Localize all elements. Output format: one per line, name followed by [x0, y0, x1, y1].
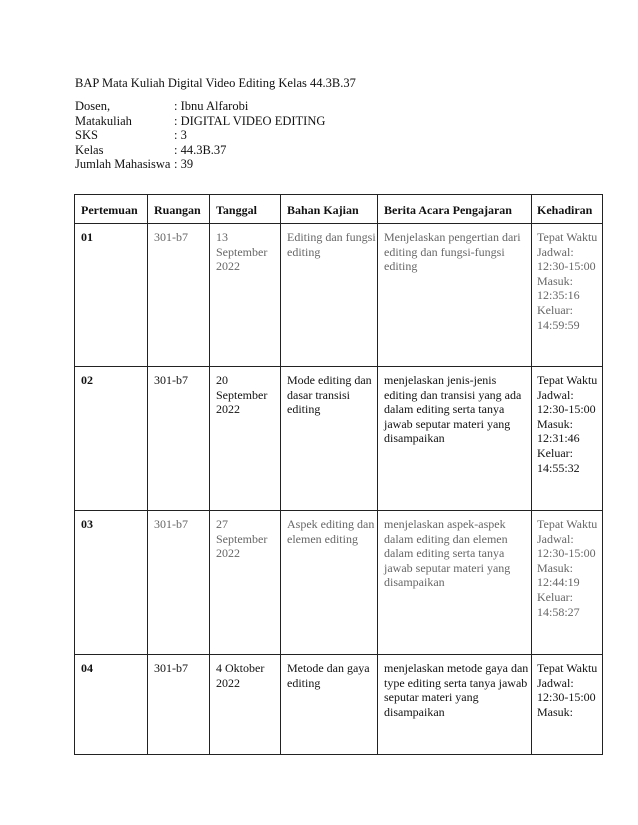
table-row: [75, 655, 603, 755]
cell-berita-acara: menjelaskan metode gaya dan type editing serta tanya jawab seputar materi yang disampaikan: [378, 655, 532, 755]
info-row-jumlah: [75, 157, 325, 172]
cell-berita-acara: Menjelaskan pengertian dari editing dan fungsi-fungsi editing: [378, 224, 532, 367]
cell-bahan-kajian: Editing dan fungsi editing: [281, 224, 378, 367]
cell-kehadiran: Tepat Waktu Jadwal: 12:30-15:00 Masuk: 12:31:46 Keluar: 14:55:32: [532, 367, 603, 511]
cell-bahan-kajian: Metode dan gaya editing: [281, 655, 378, 755]
header-berita-acara: Berita Acara Pengajaran: [378, 195, 532, 224]
info-row-dosen: [75, 99, 325, 114]
course-info: [75, 99, 325, 172]
header-bahan-kajian: Bahan Kajian: [281, 195, 378, 224]
cell-kehadiran: Tepat Waktu Jadwal: 12:30-15:00 Masuk: 12:35:16 Keluar: 14:59:59: [532, 224, 603, 367]
info-value: : 39: [174, 157, 194, 172]
pertemuan-number: 03: [81, 517, 93, 531]
info-row-kelas: [75, 143, 325, 158]
cell-pertemuan: 02: [75, 367, 148, 511]
cell-berita-acara: menjelaskan aspek-aspek dalam editing dan elemen dalam editing serta tanya jawab seputar materi yang disampaikan: [378, 511, 532, 655]
info-key: Matakuliah: [75, 113, 132, 128]
cell-pertemuan: [75, 511, 148, 655]
info-value: : 3: [174, 128, 187, 143]
cell-tanggal: 27 September 2022: [210, 511, 281, 655]
table-header-row: [75, 195, 603, 224]
cell-tanggal: 13 September 2022: [210, 224, 281, 367]
cell-berita-acara: menjelaskan jenis-jenis editing dan transisi yang ada dalam editing serta tanya jawab seputar materi yang disampaikan: [378, 367, 532, 511]
table-row: [75, 367, 603, 511]
cell-pertemuan: 04: [75, 655, 148, 755]
cell-pertemuan: [75, 224, 148, 367]
cell-ruangan: 301-b7: [148, 224, 210, 367]
cell-kehadiran: Tepat Waktu Jadwal: 12:30-15:00 Masuk:: [532, 655, 603, 755]
info-value: : DIGITAL VIDEO EDITING: [174, 113, 326, 128]
cell-tanggal: 20 September 2022: [210, 367, 281, 511]
cell-bahan-kajian: Mode editing dan dasar transisi editing: [281, 367, 378, 511]
attendance-table: [74, 194, 603, 755]
cell-ruangan: 301-b7: [148, 655, 210, 755]
header-pertemuan: Pertemuan: [75, 195, 148, 224]
info-value: : 44.3B.37: [174, 142, 227, 157]
info-row-matakuliah: [75, 114, 325, 129]
table-row: [75, 511, 603, 655]
header-kehadiran: Kehadiran: [532, 195, 603, 224]
cell-ruangan: 301-b7: [148, 367, 210, 511]
cell-kehadiran: Tepat Waktu Jadwal: 12:30-15:00 Masuk: 12:44:19 Keluar: 14:58:27: [532, 511, 603, 655]
header-ruangan: Ruangan: [148, 195, 210, 224]
cell-tanggal: 4 Oktober 2022: [210, 655, 281, 755]
info-key: Kelas: [75, 142, 104, 157]
info-row-sks: [75, 128, 325, 143]
table-row: [75, 224, 603, 367]
pertemuan-number: 01: [81, 230, 93, 244]
info-value: : Ibnu Alfarobi: [174, 99, 249, 113]
header-tanggal: Tanggal: [210, 195, 281, 224]
info-key: Jumlah Mahasiswa: [75, 157, 171, 172]
info-key: Dosen,: [75, 99, 111, 113]
info-key: SKS: [75, 128, 98, 143]
document-title: BAP Mata Kuliah Digital Video Editing Kelas 44.3B.37: [75, 76, 356, 90]
cell-bahan-kajian: Aspek editing dan elemen editing: [281, 511, 378, 655]
cell-ruangan: 301-b7: [148, 511, 210, 655]
